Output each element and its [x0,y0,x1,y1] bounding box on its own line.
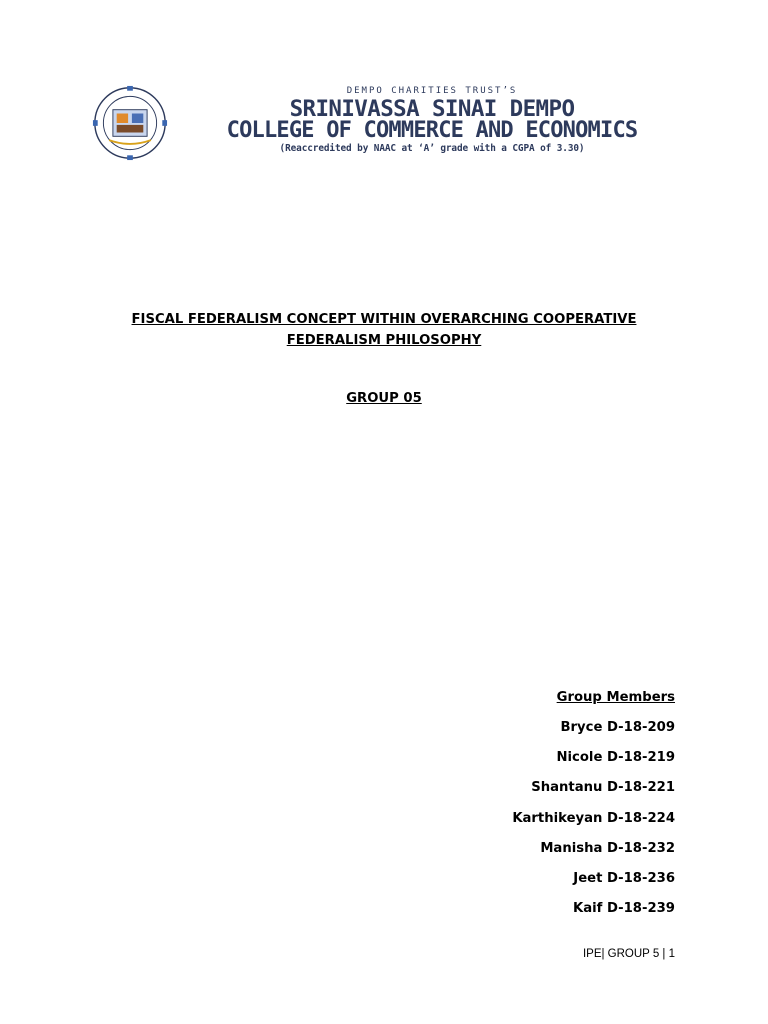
member-item: Nicole D-18-219 [556,750,675,766]
members-heading: Group Members [556,690,675,705]
accreditation-note: (Reaccredited by NAAC at ‘A’ grade with a CGPA of 3.30) [279,143,585,154]
college-text-block [186,84,678,156]
college-name-line2: COLLEGE OF COMMERCE AND ECONOMICS [226,118,638,143]
college-seal-logo [92,84,168,162]
title-line-1: FISCAL FEDERALISM CONCEPT WITHIN OVERARCHING COOPERATIVE [131,312,637,327]
member-item: Manisha D-18-232 [540,840,675,856]
member-item: Kaif D-18-239 [573,901,675,917]
college-header [88,84,688,164]
college-name-line1: SRINIVASSA SINAI DEMPO [289,96,575,122]
page-footer: IPE| GROUP 5 | 1 [582,948,675,960]
member-item: Karthikeyan D-18-224 [512,810,675,826]
group-members [512,690,675,931]
document-title [0,309,768,351]
member-item: Jeet D-18-236 [573,870,675,886]
member-item: Bryce D-18-209 [560,720,675,735]
member-item: Shantanu D-18-221 [531,780,675,796]
trust-name: DEMPO CHARITIES TRUST’S [346,86,518,96]
group-label: GROUP 05 [346,391,422,406]
title-line-2: FEDERALISM PHILOSOPHY [286,333,482,348]
